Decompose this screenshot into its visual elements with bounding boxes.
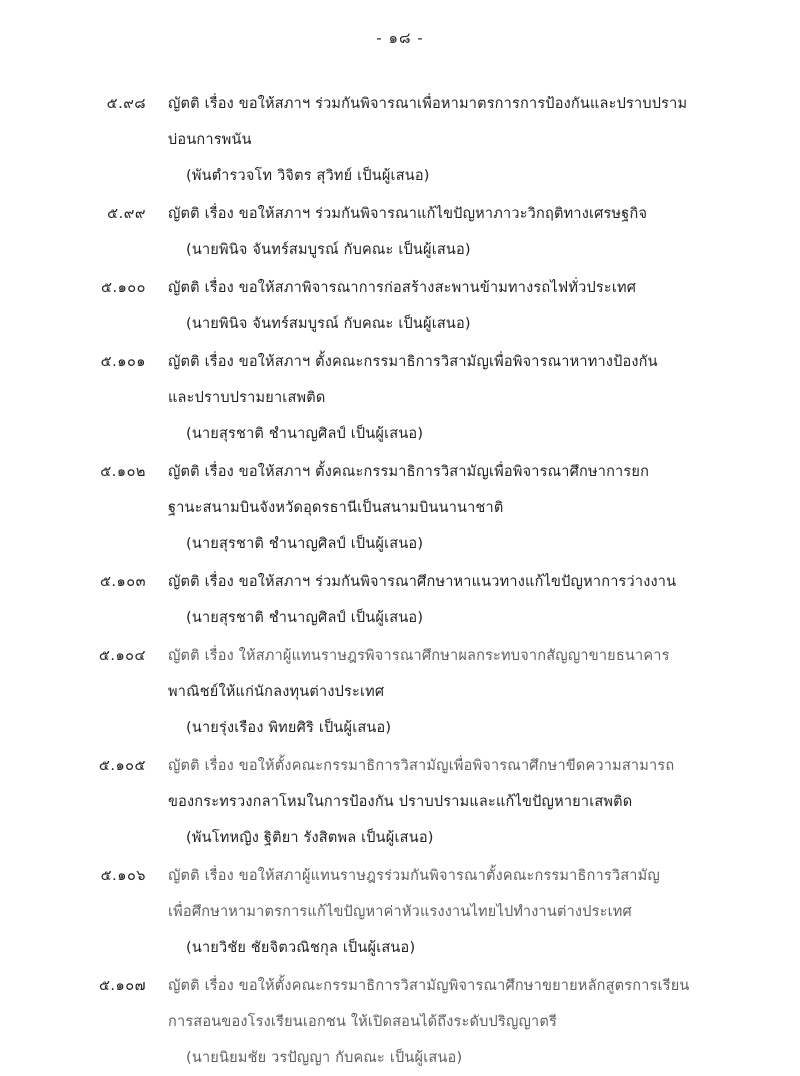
entry-body [146,638,740,746]
entry-line: และปราบปรามยาเสพติด [168,390,326,406]
entry-line: ญัตติ เรื่อง ขอให้สภาฯ ร่วมกันพิจารณาเพื่อหามาตรการการป้องกันและปราบปราม [168,96,688,112]
page-number: - ๑๘ - [376,29,424,47]
entry-proposer: (นายพินิจ จันทร์สมบูรณ์ กับคณะ เป็นผู้เสนอ) [186,316,471,332]
entry-proposer: (พันตำรวจโท วิจิตร สุวิทย์ เป็นผู้เสนอ) [186,168,430,184]
entry-number: ๕.๑๐๑ [100,354,146,370]
entry-line: การสอนของโรงเรียนเอกชน ให้เปิดสอนได้ถึงระดับปริญญาตรี [168,1014,557,1030]
entry-body [146,968,740,1076]
agenda-entry [60,344,740,452]
entry-number: ๕.๑๐๕ [98,758,146,774]
agenda-entry [60,638,740,746]
agenda-entry [60,968,740,1076]
agenda-entry [60,748,740,856]
entry-line: ญัตติ เรื่อง ขอให้สภาฯ ร่วมกันพิจารณาแก้ไขปัญหาภาวะวิกฤติทางเศรษฐกิจ [168,206,648,222]
entry-proposer: (นายวิชัย ชัยจิตวณิชกุล เป็นผู้เสนอ) [186,940,416,956]
entry-proposer: (นายสุรชาติ ชำนาญศิลป์ เป็นผู้เสนอ) [186,536,424,552]
entry-line: พาณิชย์ให้แก่นักลงทุนต่างประเทศ [168,684,385,700]
entry-line: ญัตติ เรื่อง ขอให้สภาฯ ตั้งคณะกรรมาธิการวิสามัญเพื่อพิจารณาศึกษาการยก [168,464,650,480]
entry-line: ญัตติ เรื่อง ขอให้สภาผู้แทนราษฎรร่วมกันพิจารณาตั้งคณะกรรมาธิการวิสามัญ [168,868,660,884]
agenda-entry [60,454,740,562]
entry-line: ญัตติ เรื่อง ขอให้ตั้งคณะกรรมาธิการวิสามัญพิจารณาศึกษาขยายหลักสูตรการเรียน [168,978,690,994]
entry-body [146,270,740,342]
entry-proposer: (นายนิยมชัย วรปัญญา กับคณะ เป็นผู้เสนอ) [186,1050,463,1066]
entry-proposer: (นายสุรชาติ ชำนาญศิลป์ เป็นผู้เสนอ) [186,426,424,442]
agenda-entry [60,86,740,194]
entry-line: เพื่อศึกษาหามาตรการแก้ไขปัญหาค่าหัวแรงงานไทยไปทำงานต่างประเทศ [168,904,632,920]
agenda-entry [60,196,740,268]
entry-body [146,86,740,194]
agenda-entry [60,858,740,966]
entry-number: ๕.๙๘ [106,96,146,112]
entry-line: ญัตติ เรื่อง ขอให้สภาฯ ตั้งคณะกรรมาธิการวิสามัญเพื่อพิจารณาหาทางป้องกัน [168,354,658,370]
entry-line: ของกระทรวงกลาโหมในการป้องกัน ปราบปรามและแก้ไขปัญหายาเสพติด [168,794,633,810]
entry-proposer: (พันโทหญิง ฐิติยา รังสิตพล เป็นผู้เสนอ) [186,830,434,846]
entry-line: ญัตติ เรื่อง ขอให้ตั้งคณะกรรมาธิการวิสามัญเพื่อพิจารณาศึกษาขีดความสามารถ [168,758,675,774]
entry-number: ๕.๙๙ [107,206,146,222]
entry-number: ๕.๑๐๗ [98,978,146,994]
entry-number: ๕.๑๐๖ [100,868,146,884]
entry-line: บ่อนการพนัน [168,132,252,148]
agenda-entry [60,270,740,342]
entry-number: ๕.๑๐๓ [99,574,146,590]
entry-proposer: (นายพินิจ จันทร์สมบูรณ์ กับคณะ เป็นผู้เสนอ) [186,242,471,258]
entry-line: ฐานะสนามบินจังหวัดอุดรธานีเป็นสนามบินนานาชาติ [168,500,504,516]
entry-line: ญัตติ เรื่อง ขอให้สภาพิจารณาการก่อสร้างสะพานข้ามทางรถไฟทั่วประเทศ [168,280,637,296]
entry-number: ๕.๑๐๐ [101,280,146,296]
entry-body [146,344,740,452]
entry-line: ญัตติ เรื่อง ขอให้สภาฯ ร่วมกันพิจารณาศึกษาหาแนวทางแก้ไขปัญหาการว่างงาน [168,574,677,590]
entry-body [146,196,740,268]
entry-proposer: (นายสุรชาติ ชำนาญศิลป์ เป็นผู้เสนอ) [186,610,424,626]
entry-body [146,454,740,562]
agenda-entry [60,564,740,636]
entry-proposer: (นายรุ่งเรือง พิทยศิริ เป็นผู้เสนอ) [186,720,392,736]
entry-body [146,748,740,856]
entry-body [146,858,740,966]
entry-line: ญัตติ เรื่อง ให้สภาผู้แทนราษฎรพิจารณาศึกษาผลกระทบจากสัญญาขายธนาคาร [168,648,670,664]
entry-number: ๕.๑๐๔ [98,648,146,664]
entry-number: ๕.๑๐๒ [100,464,146,480]
entry-body [146,564,740,636]
agenda-entry-list [60,86,740,1076]
